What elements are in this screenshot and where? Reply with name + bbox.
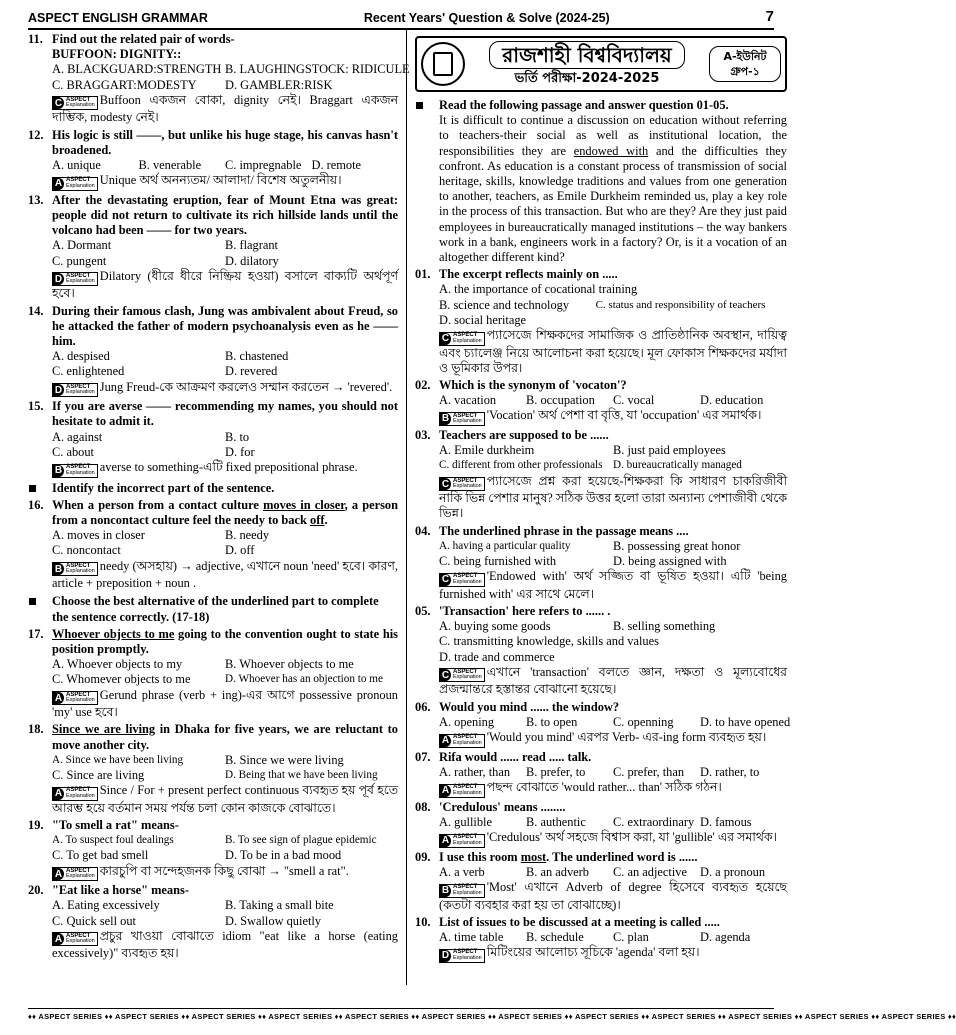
option: A. rather, than bbox=[439, 764, 511, 779]
square-bullet-icon bbox=[28, 481, 52, 496]
option: B. To see sign of plague epidemic bbox=[225, 834, 377, 847]
option: C. transmitting knowledge, skills and values bbox=[439, 634, 659, 649]
explanation-badge-icon: B ASPECT Explanation bbox=[439, 412, 485, 426]
explanation-badge-icon: A ASPECT Explanation bbox=[52, 867, 98, 881]
question-text: The underlined phrase in the passage means .... bbox=[439, 523, 689, 538]
explanation bbox=[415, 830, 787, 848]
question-text: When a person from a contact culture moves in closer, a person from a noncontact culture feel the needy to back off. bbox=[52, 497, 398, 528]
question-number: 14. bbox=[28, 303, 44, 318]
answer-letter: D bbox=[54, 273, 63, 285]
explanation-badge-icon: B ASPECT Explanation bbox=[439, 884, 485, 898]
explanation bbox=[415, 880, 787, 913]
option: A. Whoever objects to my bbox=[52, 657, 183, 672]
question-number: 05. bbox=[415, 604, 431, 619]
question-block bbox=[415, 750, 787, 798]
question-block bbox=[415, 378, 787, 426]
explanation bbox=[415, 328, 787, 376]
option: C. Quick sell out bbox=[52, 913, 136, 928]
question-sub: BUFFOON: DIGNITY:: bbox=[52, 47, 182, 62]
unit-box bbox=[709, 46, 781, 82]
option: D. To be in a bad mood bbox=[225, 848, 342, 863]
question-text: Find out the related pair of words- bbox=[52, 32, 235, 46]
explanation bbox=[415, 569, 787, 602]
explanation bbox=[28, 688, 398, 721]
option: A. against bbox=[52, 429, 103, 444]
question-number: 07. bbox=[415, 749, 431, 764]
university-banner bbox=[415, 36, 787, 92]
option: B. Taking a small bite bbox=[225, 898, 334, 913]
explanation-badge-icon: A ASPECT Explanation bbox=[52, 932, 98, 946]
question-block bbox=[415, 850, 787, 913]
explanation bbox=[28, 559, 398, 592]
page-footer: ♦♦ ASPECT SERIES ♦♦ ASPECT SERIES ♦♦ ASPECT SERIES ♦♦ ASPECT SERIES ♦♦ ASPECT SERIES ♦♦ ASPECT SERIES ♦♦ ASPECT SERIES ♦♦ ASPECT SERIES ♦♦ ASPECT SERIES ♦♦ ASPECT SERIES ♦♦ ASPECT SERIES ♦♦ ASPECT SERIES ♦♦ bbox=[28, 1008, 774, 1021]
question-text: If you are averse —— recommending my names, you should not hesitate to admit it. bbox=[52, 399, 398, 429]
explanation-text: 'Most' এখানে Adverb of degree হিসেবে ব্যবহৃত হয়েছে (কতটা ব্যবহার করা হয় তা বোঝাচ্ছে)। bbox=[439, 880, 787, 912]
options-list bbox=[415, 930, 787, 945]
answer-letter: A bbox=[441, 835, 450, 847]
question-text: "Eat like a horse" means- bbox=[52, 883, 189, 898]
question-stem bbox=[415, 800, 787, 815]
question-stem bbox=[415, 700, 787, 715]
option: D. Being that we have been living bbox=[225, 769, 378, 782]
question-block bbox=[28, 883, 398, 961]
options-list bbox=[28, 898, 398, 928]
question-stem bbox=[28, 818, 398, 833]
explanation-badge-icon: C ASPECT Explanation bbox=[52, 96, 98, 110]
question-stem bbox=[415, 378, 787, 393]
book-title: ASPECT ENGLISH GRAMMAR bbox=[28, 11, 208, 25]
explanation bbox=[415, 945, 787, 963]
option: A. unique bbox=[52, 158, 101, 173]
group-label: গ্রুপ-১ bbox=[730, 65, 760, 78]
question-stem bbox=[28, 883, 398, 898]
question-block bbox=[28, 128, 398, 191]
question-text: The excerpt reflects mainly on ..... bbox=[439, 267, 618, 282]
square-bullet-icon bbox=[28, 594, 52, 624]
option: D. for bbox=[225, 444, 255, 459]
explanation-badge-icon: A ASPECT Explanation bbox=[52, 787, 98, 801]
question-block bbox=[415, 699, 791, 748]
option: A. BLACKGUARD:STRENGTH bbox=[52, 62, 222, 77]
option: B. to open bbox=[526, 714, 578, 729]
right-column bbox=[406, 30, 791, 985]
question-stem bbox=[28, 722, 398, 752]
option: B. LAUGHINGSTOCK: RIDICULE bbox=[225, 62, 410, 77]
explanation bbox=[28, 173, 398, 191]
options-list bbox=[415, 393, 787, 408]
page-header bbox=[28, 0, 774, 30]
option: D. Swallow quietly bbox=[225, 913, 322, 928]
options-list bbox=[415, 815, 787, 830]
question-text: After the devastating eruption, fear of Mount Etna was great: people did not return to cultivate its rich hillside lands until the volcano had been —— for two years. bbox=[52, 192, 398, 238]
option: B. flagrant bbox=[225, 238, 278, 253]
question-block bbox=[28, 32, 410, 126]
underlined-part: Whoever objects to me bbox=[52, 626, 175, 641]
options-list bbox=[28, 158, 398, 173]
option: B. venerable bbox=[138, 158, 202, 173]
explanation-text: প্যাসেজে প্রশ্ন করা হয়েছে-শিক্ষকরা কি সাধারণ চাকরিজীবী নাকি ভিন্ন পেশার মানুষ? সঠিক উত্তর হলো তারা অন্যান্য পেশাজীবী থেকে ভিন্ন। bbox=[439, 473, 787, 521]
explanation bbox=[28, 864, 398, 882]
option: D. being assigned with bbox=[613, 554, 727, 569]
option: D. social heritage bbox=[439, 312, 527, 327]
question-block bbox=[28, 627, 398, 721]
question-block bbox=[415, 428, 787, 522]
option: C. vocal bbox=[613, 393, 655, 408]
explanation-text: averse to something-এটি fixed prepositional phrase. bbox=[99, 460, 358, 475]
question-text: Would you mind ...... the window? bbox=[439, 699, 620, 714]
option: C. an adjective bbox=[613, 864, 687, 879]
explanation-badge-icon: A ASPECT Explanation bbox=[439, 734, 485, 748]
question-stem bbox=[28, 32, 398, 47]
unit-label: A-ইউনিট bbox=[723, 50, 767, 63]
section-title: Recent Years' Question & Solve (2024-25) bbox=[363, 11, 610, 25]
option: B. occupation bbox=[526, 393, 595, 408]
option: A. vacation bbox=[439, 393, 497, 408]
underlined-part: off bbox=[310, 513, 325, 528]
option: C. openning bbox=[613, 714, 674, 729]
question-number: 15. bbox=[28, 399, 44, 414]
question-number: 02. bbox=[415, 378, 431, 393]
option: C. Since are living bbox=[52, 768, 145, 783]
question-text: Which is the synonym of 'vocaton'? bbox=[439, 378, 627, 393]
question-text: "To smell a rat" means- bbox=[52, 818, 179, 833]
option: B. authentic bbox=[526, 814, 586, 829]
question-text: Teachers are supposed to be ...... bbox=[439, 428, 609, 443]
question-block bbox=[415, 267, 787, 376]
option: C. prefer, than bbox=[613, 764, 685, 779]
answer-letter: C bbox=[54, 97, 63, 109]
explanation bbox=[415, 730, 787, 748]
option: B. chastened bbox=[225, 349, 289, 364]
exam-name: ভর্তি পরীক্ষা-2024-2025 bbox=[514, 71, 660, 87]
options-list bbox=[415, 765, 787, 780]
explanation-text: Buffoon একজন বোকা, dignity নেই। Braggart একজন দাম্ভিক, modesty নেই। bbox=[52, 92, 398, 125]
option: A. buying some goods bbox=[439, 619, 551, 634]
question-stem bbox=[415, 915, 787, 930]
option: C. being furnished with bbox=[439, 554, 557, 569]
option: B. prefer, to bbox=[526, 764, 586, 779]
underlined-part: Since we are living bbox=[52, 722, 156, 737]
question-number: 09. bbox=[415, 849, 431, 864]
question-number: 13. bbox=[28, 192, 44, 207]
option: C. impregnable bbox=[225, 158, 302, 173]
answer-letter: A bbox=[54, 788, 63, 800]
question-block bbox=[415, 604, 787, 698]
option: B. selling something bbox=[613, 619, 716, 634]
passage-text: It is difficult to continue a discussion on education without referring to teachers-their social as well as institutional location, the responsibilities they are endowed with and the difficulties they confront. As education is a constant process of transmission of social heritage, skills, knowledge traditions and values from one generation to another, teachers, as Emile Durkheim reminded us, play a key role in the process of this transaction. But who are they? Are they just paid employees in bureaucratically managed institutions – the way bankers work in a bank, engineers work in a factory? Or, is it a vocation of an altogether different kind? bbox=[439, 113, 787, 265]
question-block bbox=[28, 399, 398, 477]
answer-letter: A bbox=[441, 735, 450, 747]
explanation bbox=[28, 93, 398, 126]
explanation bbox=[28, 380, 398, 398]
option: D. GAMBLER:RISK bbox=[225, 77, 333, 92]
option: D. to have opened bbox=[700, 714, 791, 729]
explanation-badge-icon: D ASPECT Explanation bbox=[439, 949, 485, 963]
option: C. pungent bbox=[52, 253, 107, 268]
option: D. a pronoun bbox=[700, 864, 766, 879]
question-stem bbox=[415, 524, 787, 539]
answer-letter: C bbox=[441, 669, 450, 681]
explanation bbox=[28, 460, 398, 478]
option: D. rather, to bbox=[700, 764, 760, 779]
options-list bbox=[415, 443, 787, 473]
question-number: 03. bbox=[415, 428, 431, 443]
explanation-badge-icon: A ASPECT Explanation bbox=[439, 834, 485, 848]
question-stem bbox=[28, 304, 398, 350]
options-list bbox=[28, 349, 398, 379]
question-number: 17. bbox=[28, 626, 44, 641]
option: A. gullible bbox=[439, 814, 492, 829]
explanation bbox=[28, 929, 398, 962]
explanation-badge-icon: B ASPECT Explanation bbox=[52, 464, 98, 478]
options-list bbox=[28, 62, 410, 92]
option: B. Since we were living bbox=[225, 752, 344, 767]
explanation-text: কারচুপি বা সন্দেহজনক কিছু বোঝা → "smell a rat". bbox=[99, 863, 349, 878]
options-list bbox=[28, 238, 398, 268]
explanation-text: 'Would you mind' এরপর Verb- এর-ing form ব্যবহৃত হয়। bbox=[486, 730, 767, 745]
answer-letter: C bbox=[441, 478, 450, 490]
option: B. to bbox=[225, 429, 250, 444]
explanation-text: Unique অর্থ অনন্যতম/ আলাদা/ বিশেষ অতুলনীয়। bbox=[99, 173, 342, 188]
option: C. status and responsibility of teachers bbox=[595, 298, 766, 311]
option: D. off bbox=[225, 543, 255, 558]
option: B. needy bbox=[225, 528, 270, 543]
question-text: Whoever objects to me going to the convention ought to state his position promptly. bbox=[52, 626, 398, 657]
option: D. Whoever has an objection to me bbox=[225, 673, 383, 686]
question-block bbox=[415, 800, 787, 848]
option: D. dilatory bbox=[225, 253, 279, 268]
option: A. time table bbox=[439, 930, 504, 945]
explanation-text: প্রচুর খাওয়া বোঝাতে idiom "eat like a horse (eating excessively)" ব্যবহৃত হয়। bbox=[52, 928, 398, 961]
question-stem bbox=[415, 428, 787, 443]
question-stem bbox=[415, 750, 787, 765]
explanation-badge-icon: D ASPECT Explanation bbox=[52, 272, 98, 286]
option: C. plan bbox=[613, 930, 649, 945]
option: A. opening bbox=[439, 714, 495, 729]
explanation bbox=[415, 408, 787, 426]
options-list bbox=[28, 430, 398, 460]
question-number: 12. bbox=[28, 127, 44, 142]
explanation-badge-icon: B ASPECT Explanation bbox=[52, 562, 98, 576]
square-bullet-icon bbox=[415, 98, 439, 113]
option: C. noncontact bbox=[52, 543, 121, 558]
question-number: 04. bbox=[415, 523, 431, 538]
explanation-badge-icon: C ASPECT Explanation bbox=[439, 668, 485, 682]
question-text: 'Credulous' means ........ bbox=[439, 799, 566, 814]
explanation-text: Since / For + present perfect continuous ব্যবহৃত হয় পূর্ব হতে আরম্ভ হয়ে বর্তমান সময় পর্যন্ত চলা কোন কাজকে বোঝাতে। bbox=[52, 783, 398, 815]
explanation bbox=[28, 783, 398, 816]
explanation-badge-icon: D ASPECT Explanation bbox=[52, 383, 98, 397]
answer-letter: A bbox=[54, 933, 63, 945]
question-number: 01. bbox=[415, 267, 431, 282]
question-text: During their famous clash, Jung was ambivalent about Freud, so he attacked the father of modern psychoanalysis even as he —— him. bbox=[52, 303, 398, 349]
option: C. extraordinary bbox=[613, 814, 695, 829]
option: B. Whoever objects to me bbox=[225, 657, 354, 672]
question-number: 20. bbox=[28, 883, 44, 898]
options-list bbox=[415, 714, 791, 730]
options-list bbox=[415, 282, 787, 328]
answer-letter: B bbox=[441, 885, 450, 897]
explanation-text: 'Endowed with' অর্থ সজ্জিত বা ভূষিত হওয়া। এটি 'being furnished with' এর সাথে মেলে। bbox=[439, 569, 787, 601]
options-list bbox=[28, 833, 398, 863]
answer-letter: B bbox=[54, 465, 63, 477]
question-number: 08. bbox=[415, 799, 431, 814]
options-list bbox=[415, 539, 787, 569]
answer-letter: A bbox=[441, 785, 450, 797]
option: B. possessing great honor bbox=[613, 538, 741, 553]
option: C. different from other professionals bbox=[439, 459, 603, 472]
question-stem bbox=[28, 193, 398, 239]
answer-letter: C bbox=[441, 574, 450, 586]
university-name: রাজশাহী বিশ্ববিদ্যালয় bbox=[489, 41, 684, 69]
passage-instruction: Read the following passage and answer question 01-05. bbox=[415, 98, 787, 113]
option: A. Emile durkheim bbox=[439, 443, 535, 458]
explanation bbox=[28, 269, 398, 302]
question-block bbox=[28, 193, 398, 302]
question-number: 16. bbox=[28, 497, 44, 512]
question-block bbox=[28, 304, 398, 398]
question-stem bbox=[415, 604, 787, 619]
instruction: Identify the incorrect part of the sentence. bbox=[28, 481, 398, 496]
option: A. having a particular quality bbox=[439, 539, 571, 552]
option: D. remote bbox=[311, 158, 362, 173]
option: B. an adverb bbox=[526, 864, 589, 879]
question-block bbox=[415, 915, 787, 963]
option: D. trade and commerce bbox=[439, 649, 555, 664]
explanation-text: Jung Freud-কে আক্রমণ করলেও সম্মান করতেন → 'revered'. bbox=[99, 379, 393, 394]
option: C. BRAGGART:MODESTY bbox=[52, 77, 197, 92]
question-text: Since we are living in Dhaka for five years, we are reluctant to move another city. bbox=[52, 722, 398, 752]
explanation-text: 'Credulous' অর্থ সহজে বিশ্বাস করা, যা 'gullible' এর সমার্থক। bbox=[486, 830, 777, 845]
question-stem bbox=[28, 627, 398, 657]
page-number: 7 bbox=[765, 8, 774, 25]
question-stem bbox=[415, 850, 787, 865]
question-stem bbox=[28, 498, 398, 528]
explanation-badge-icon: C ASPECT Explanation bbox=[439, 477, 485, 491]
explanation-text: এখানে 'transaction' বলতে জ্ঞান, দক্ষতা ও মূল্যবোধের প্রজন্মান্তরে হস্তান্তর বোঝানো হয়েছে। bbox=[439, 664, 787, 697]
question-text: Rifa would ...... read ..... talk. bbox=[439, 749, 592, 764]
option: B. just paid employees bbox=[613, 443, 726, 458]
underlined-part: most bbox=[520, 849, 547, 864]
option: A. Since we have been living bbox=[52, 753, 184, 766]
option: C. To get bad smell bbox=[52, 848, 149, 863]
question-stem bbox=[28, 128, 398, 158]
explanation-text: মিটিংয়ের আলোচ্য সূচিকে 'agenda' বলা হয়। bbox=[486, 945, 700, 960]
explanation-text: Dilatory (ধীরে ধীরে নিষ্ক্রিয় হওয়া) বসালে বাক্যটি অর্থপূর্ণ হবে। bbox=[52, 268, 398, 301]
option: C. Whomever objects to me bbox=[52, 672, 191, 687]
question-text: I use this room most. The underlined word is ...... bbox=[439, 849, 698, 864]
answer-letter: B bbox=[441, 413, 450, 425]
option: C. enlightened bbox=[52, 364, 125, 379]
question-number: 11. bbox=[28, 32, 43, 46]
option: A. despised bbox=[52, 349, 110, 364]
question-stem bbox=[415, 267, 787, 282]
option: D. famous bbox=[700, 814, 752, 829]
explanation-badge-icon: C ASPECT Explanation bbox=[439, 573, 485, 587]
option: B. schedule bbox=[526, 930, 584, 945]
explanation-badge-icon: A ASPECT Explanation bbox=[52, 177, 98, 191]
instruction: Choose the best alternative of the underlined part to complete the sentence correctly. (17-18) bbox=[28, 594, 398, 624]
explanation-text: পছন্দ বোঝাতে 'would rather... than' সঠিক গঠন। bbox=[486, 780, 722, 795]
question-text: List of issues to be discussed at a meeting is called ..... bbox=[439, 914, 720, 929]
option: A. Eating excessively bbox=[52, 898, 160, 913]
question-block bbox=[28, 722, 398, 816]
option: A. the importance of cocational training bbox=[439, 282, 638, 297]
explanation-text: 'Vocation' অর্থ পেশা বা বৃত্তি, যা 'occupation' এর সমার্থক। bbox=[486, 408, 762, 423]
answer-letter: B bbox=[54, 563, 63, 575]
question-block bbox=[28, 498, 398, 592]
option: D. revered bbox=[225, 364, 278, 379]
answer-letter: C bbox=[441, 333, 450, 345]
explanation-badge-icon: A ASPECT Explanation bbox=[439, 784, 485, 798]
answer-letter: A bbox=[54, 868, 63, 880]
question-number: 06. bbox=[415, 699, 431, 714]
option: A. To suspect foul dealings bbox=[52, 834, 174, 847]
option: A. moves in closer bbox=[52, 528, 145, 543]
options-list bbox=[415, 865, 787, 880]
answer-letter: D bbox=[54, 384, 63, 396]
options-list bbox=[28, 528, 398, 558]
explanation-text: Gerund phrase (verb + ing)-এর আগে possessive pronoun 'my' use হবে। bbox=[52, 687, 398, 720]
options-list bbox=[28, 753, 398, 783]
question-block bbox=[415, 524, 787, 602]
question-number: 18. bbox=[28, 722, 44, 737]
explanation-text: needy (অসহায়) → adjective, এখানে noun 'need' হবে। কারণ, article + preposition + noun . bbox=[52, 558, 398, 591]
option: C. about bbox=[52, 444, 94, 459]
option: B. science and technology bbox=[439, 297, 570, 312]
answer-letter: A bbox=[54, 178, 63, 190]
option: A. a verb bbox=[439, 864, 485, 879]
question-number: 19. bbox=[28, 818, 44, 833]
explanation-text: প্যাসেজে শিক্ষকদের সামাজিক ও প্রাতিষ্ঠানিক অবস্থান, দায়িত্ব এবং চ্যালেঞ্জ নিয়ে আলোচনা করা হয়েছে। মূল ফোকাস শিক্ষকদের মর্যাদা ও ভূমিকার উপর। bbox=[439, 328, 787, 375]
options-list bbox=[415, 619, 787, 665]
answer-letter: D bbox=[441, 950, 450, 962]
option: D. bureaucratically managed bbox=[613, 459, 742, 472]
option: D. education bbox=[700, 393, 764, 408]
explanation-badge-icon: C ASPECT Explanation bbox=[439, 332, 485, 346]
options-list bbox=[28, 657, 398, 687]
question-text: His logic is still ——, but unlike his huge stage, his canvas hasn't broadened. bbox=[52, 127, 398, 157]
explanation bbox=[415, 665, 787, 698]
answer-letter: A bbox=[54, 692, 63, 704]
explanation-badge-icon: A ASPECT Explanation bbox=[52, 691, 98, 705]
question-stem bbox=[28, 399, 398, 429]
question-block bbox=[28, 818, 398, 881]
explanation bbox=[415, 780, 787, 798]
university-logo-icon bbox=[421, 42, 465, 86]
option: D. agenda bbox=[700, 930, 751, 945]
left-column bbox=[28, 30, 410, 985]
question-text: 'Transaction' here refers to ...... . bbox=[439, 604, 611, 619]
underlined-part: moves in closer bbox=[263, 497, 345, 512]
explanation bbox=[415, 474, 787, 522]
question-number: 10. bbox=[415, 914, 431, 929]
option: A. Dormant bbox=[52, 238, 112, 253]
